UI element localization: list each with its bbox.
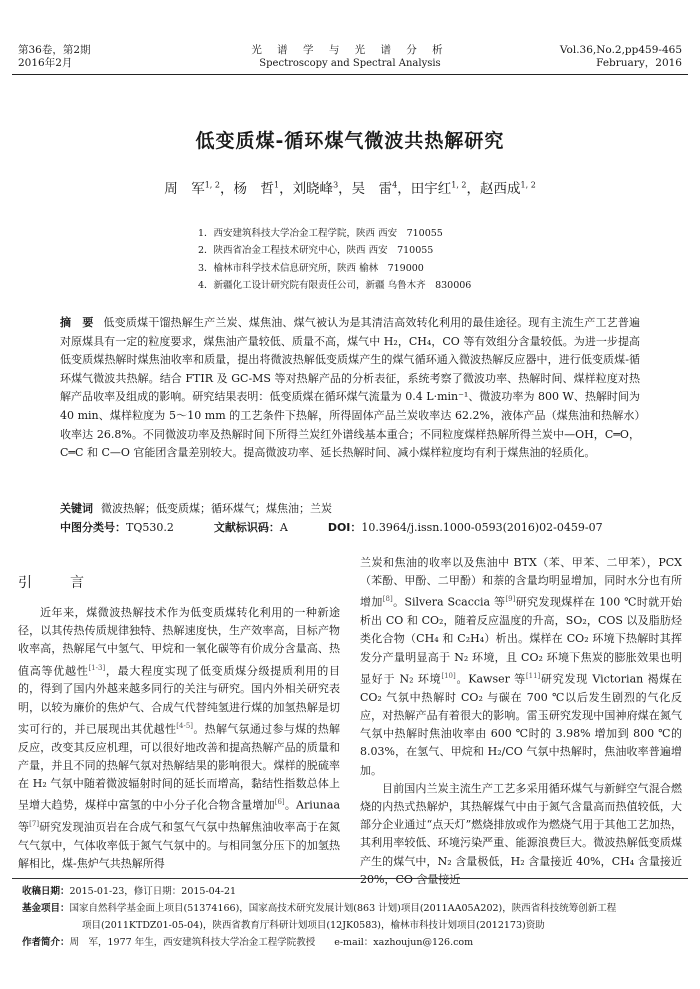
fund-info-continued: 项目(2011KTDZ01-05-04)，陕西省教育厅科研计划项目(12JK0583)，榆林市科技计划项目(2012173)资助 [82, 920, 545, 931]
doi-value: 10.3964/j.issn.1000-0593(2016)02-0459-07 [361, 521, 603, 534]
journal-name-en: Spectroscopy and Spectral Analysis [259, 58, 441, 69]
keywords [60, 500, 660, 518]
doc-code-label: 文献标识码： [213, 521, 280, 534]
citation: [11] [525, 671, 541, 680]
citation: [6] [274, 798, 285, 807]
citation: [10] [441, 671, 456, 680]
author: 吴 雷$^4$ [351, 180, 398, 197]
citation: [1-3] [88, 663, 106, 672]
keywords-text: 微波热解；低变质煤；循环煤气；煤焦油；兰炭 [101, 502, 332, 515]
header-volume-en [560, 44, 682, 70]
doi-label: DOI： [327, 521, 362, 534]
author: 周 军$^{1, 2}$ [164, 180, 220, 197]
abstract-text: 低变质煤干馏热解生产兰炭、煤焦油、煤气被认为是其清洁高效转化利用的最佳途径。现有主流生产工艺普遍对原煤具有一定的粒度要求，煤焦油产量较低、质量不高，煤气中 H₂，CH₄，CO 等有效组分含量较低。为进一步提高低变质煤热解时煤焦油收率和质量，提出将微波热解低变质煤产生的煤气循环通入微波热解反应器中，进行低变质煤-循环煤气微波共热解。结合 FTIR 及 GC-MS 等对热解产品的分析表征，系统考察了微波功率、热解时间、煤样粒度对热解产品收率及组成的影响。研究结果表明：低变质煤在循环煤气流量为 0.4 L·min⁻¹、微波功率为 800 W、热解时间为 40 min、煤样粒度为 5～10 mm 的工艺条件下热解，所得固体产品兰炭收率达 62.2%，液体产品（煤焦油和热解水）收率达 26.8%。不同微波功率及热解时间下所得兰炭红外谱线基本重合；不同粒度煤样热解所得兰炭中—OH，C═O，C═C 和 C—O 官能团含量差别较大。提高微波功率、延长热解时间、减小煤样粒度均有利于煤焦油的轻质化。 [60, 316, 641, 460]
header-volume-pages: Vol.36,No.2,pp459-465 [559, 44, 682, 56]
citation: [4-5] [176, 721, 194, 730]
footnotes [22, 883, 682, 951]
citation: [7] [29, 820, 40, 829]
citation: [9] [505, 595, 516, 604]
footnote-rule [12, 878, 688, 879]
header-rule [12, 74, 688, 75]
author-list: 周 军$^{1, 2}$，杨 哲$^1$，刘晓峰$^3$，吴 雷$^4$，田宇红$^{1, 2}$，赵西成$^{1, 2}$ [164, 180, 536, 197]
right-column [360, 554, 682, 889]
left-column [18, 604, 340, 873]
intro-paragraph-continued: 兰炭和焦油的收率以及焦油中 BTX（苯、甲苯、二甲苯），PCX（苯酚、甲酚、二甲酚）和萘的含量均明显增加，同时水分也有所增加[8]。Silvera Scaccia 等[9]研究发现煤样在 100 ℃时就开始析出 CO 和 CO₂，随着反应温度的升高，SO₂，COS 以及脂肪烃类化合物（CH₄ 和 C₂H₄）析出。煤样在 CO₂ 环境下热解时其挥发分产量明显高于 N₂ 环境，且 CO₂ 环境下焦炭的膨胀效果也明显好于 N₂ 环境[10]。Kawser 等[11]研究发现 Victorian 褐煤在 CO₂ 气氛中热解时 CO₂ 与碳在 700 ℃以后发生剧烈的气化反应，对热解产品有着很大的影响。雷玉研究发现中国神府煤在氮气气氛中热解时焦油收率由 600 ℃时的 3.98% 增加到 800 ℃的 8.03%，在氢气、甲烷和 H₂/CO 气氛中热解时，焦油收率普遍增加。 [360, 556, 683, 777]
paper-title: 低变质煤-循环煤气微波共热解研究 [195, 130, 505, 152]
affiliation-list [198, 225, 471, 294]
doc-code-value: A [279, 521, 288, 534]
abstract [60, 314, 640, 463]
author: 刘晓峰$^3$ [292, 180, 339, 197]
received-date: 收稿日期：2015-01-23，修订日期：2015-04-21 [22, 886, 237, 897]
affiliation: 2．陕西省冶金工程技术研究中心，陕西 西安 710055 [198, 245, 434, 257]
fund-info: 基金项目：国家自然科学基金面上项目(51374166)，国家高技术研究发展计划(863 计划)项目(2011AA05A202)，陕西省科技统筹创新工程 [22, 903, 617, 914]
author: 赵西成$^{1, 2}$ [480, 180, 536, 197]
intro-paragraph: 近年来，煤微波热解技术作为低变质煤转化利用的一种新途径，以其传热传质规律独特、热解速度快，生产效率高，目标产物收率高，热解尾气中氢气、甲烷和一氧化碳等有价成分含量高、热值高等优越性[1-3]，最大程度实现了低变质煤分级提质利用的目的，得到了国内外越来越多同行的关注与研究。国内外相关研究表明，以较为廉价的焦炉气、合成气代替纯氢进行煤的加氢热解是切实可行的，并已展现出其优越性[4-5]。热解气氛通过参与煤的热解反应，改变其反应机理，可以很好地改善和提高热解产品的质量和产量，并且不同的热解气氛对热解结果的影响很大。煤样的脱硫率在 H₂ 气氛中随着微波辐射时间的延长而增高，黏结性指数总体上呈增大趋势，煤样中富氢的中小分子化合物含量增加[6]。Ariunaa 等[7]研究发现油页岩在合成气和氢气气氛中热解焦油收率高于在氮气气氛中，气体收率低于氮气气氛中的。与相同氢分压下的加氢热解相比，煤-焦炉气共热解所得 [18, 606, 341, 871]
keywords-label: 关键词 [60, 502, 93, 515]
author-bio: 作者简介：周 军，1977 年生，西安建筑科技大学冶金工程学院教授 e-mail：xazhoujun@126.com [22, 937, 474, 948]
citation: [8] [382, 595, 393, 604]
header-date-cn: 2016年2月 [18, 57, 73, 69]
affiliation: 1．西安建筑科技大学冶金工程学院，陕西 西安 710055 [198, 228, 443, 239]
header-volume-issue: 第36卷，第2期 [18, 44, 91, 56]
affiliation: 4．新疆化工设计研究院有限责任公司，新疆 乌鲁木齐 830006 [198, 279, 472, 291]
clc-value: TQ530.2 [126, 521, 174, 534]
author: 杨 哲$^1$ [233, 180, 280, 197]
classification-line [60, 519, 680, 537]
author: 田宇红$^{1, 2}$ [410, 180, 467, 197]
affiliation: 3．榆林市科学技术信息研究所，陕西 榆林 719000 [198, 262, 424, 274]
header-date-en: February，2016 [596, 57, 682, 69]
section-title-introduction: 引 言 [18, 575, 96, 591]
intro-paragraph-2: 目前国内兰炭主流生产工艺多采用循环煤气与新鲜空气混合燃烧的内热式热解炉，其热解煤气中由于氮气含量高而热值较低，大部分企业通过“点天灯”燃烧排放或作为燃烧气用于其他工艺加热，其利用率较低、环境污染严重、能源浪费巨大。微波热解低变质煤产生的煤气中，N₂ 含量极低，H₂ 含量接近 40%，CH₄ 含量接近 20%，CO 含量接近 [360, 781, 682, 886]
abstract-label: 摘 要 [60, 316, 94, 329]
clc-label: 中图分类号： [60, 521, 126, 534]
journal-name-cn: 光 谱 学 与 光 谱 分 析 [251, 44, 449, 56]
